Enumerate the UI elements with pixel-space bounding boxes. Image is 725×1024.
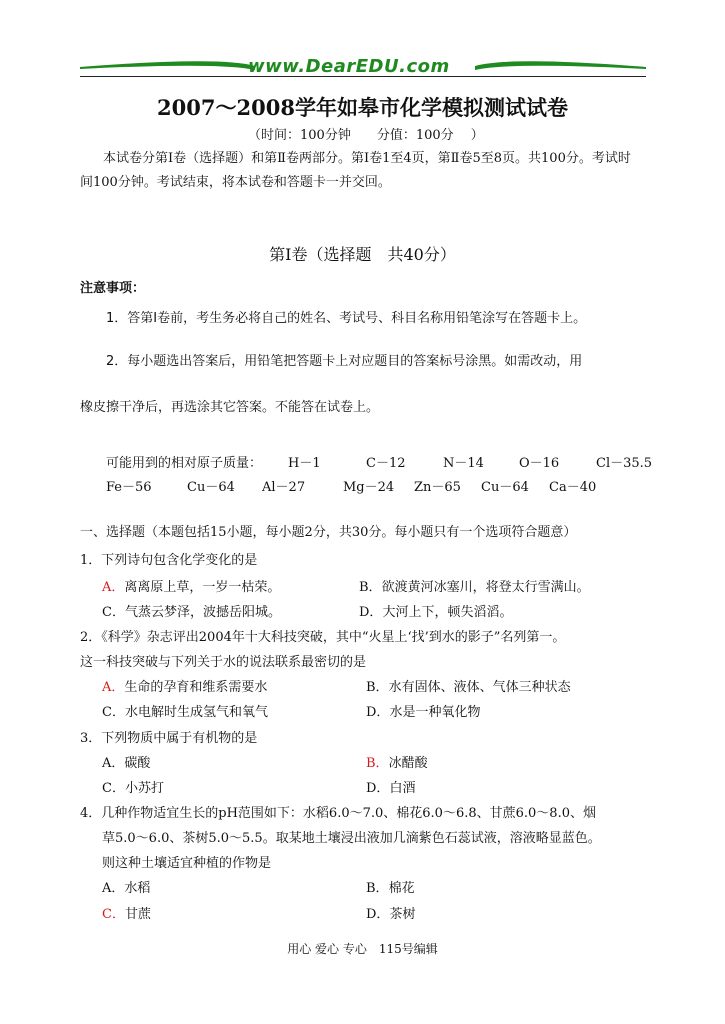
option-letter: B． — [359, 580, 382, 595]
note-2-line-2: 橡皮擦干净后，再选涂其它答案。不能答在试卷上。 — [80, 400, 380, 415]
atomic-mass-item: H－1 — [288, 456, 321, 471]
option-letter: A． — [102, 756, 125, 771]
option-text: 甘蔗 — [124, 907, 151, 922]
atomic-mass-item: Al－27 — [262, 480, 306, 495]
question-3-stem: 3．下列物质中属于有机物的是 — [80, 731, 258, 746]
q2-option-a — [102, 676, 267, 695]
q4-option-a — [102, 877, 150, 896]
q1-option-b — [359, 576, 590, 595]
q3-option-a — [102, 752, 150, 771]
option-text: 生命的孕育和维系需要水 — [124, 680, 268, 695]
option-text: 碳酸 — [124, 756, 151, 771]
answer-letter: B． — [366, 756, 389, 771]
option-text: 欲渡黄河冰塞川，将登太行雪满山。 — [381, 580, 590, 595]
question-4-stem-line-1: 4．几种作物适宜生长的pH范围如下：水稻6.0～7.0、棉花6.0～6.8、甘蔗6.0～8.0、烟 — [80, 806, 596, 821]
atomic-mass-item: Cl－35.5 — [596, 456, 653, 471]
q1-option-c — [102, 601, 281, 620]
site-logo: www.DearEDU.com — [248, 56, 450, 77]
question-2-stem-line-2: 这一科技突破与下列关于水的说法联系最密切的是 — [80, 655, 367, 670]
part1-heading: 一、选择题（本题包括15小题，每小题2分，共30分。每小题只有一个选项符合题意） — [80, 525, 577, 540]
option-text: 气蒸云梦泽，波撼岳阳城。 — [124, 605, 281, 620]
exam-subtitle: （时间：100分钟 分值：100分 ） — [248, 128, 484, 143]
option-letter: D． — [366, 705, 390, 720]
option-text: 棉花 — [388, 881, 415, 896]
q1-option-a — [102, 576, 280, 595]
section-title: 第Ⅰ卷（选择题 共40分） — [269, 245, 456, 264]
atomic-mass-item: Fe－56 — [106, 480, 152, 495]
question-1-stem: 1．下列诗句包含化学变化的是 — [80, 553, 258, 568]
atomic-mass-item: N－14 — [443, 456, 484, 471]
option-text: 水是一种氧化物 — [389, 705, 481, 720]
option-letter: A． — [102, 881, 125, 896]
option-letter: C． — [102, 781, 125, 796]
option-letter: B． — [366, 680, 389, 695]
question-4-stem-line-2: 草5.0～6.0、茶树5.0～5.5。取某地土壤浸出液加几滴紫色石蕊试液，溶液略显蓝色。 — [102, 831, 601, 846]
atomic-mass-item: Mg－24 — [343, 480, 395, 495]
note-2-line-1: 2．每小题选出答案后，用铅笔把答题卡上对应题目的答案标号涂黑。如需改动，用 — [106, 354, 583, 369]
q2-option-c — [102, 701, 268, 720]
note-1: 1．答第Ⅰ卷前，考生务必将自己的姓名、考试号、科目名称用铅笔涂写在答题卡上。 — [106, 311, 587, 326]
q4-option-d — [366, 903, 415, 922]
q3-option-d — [366, 777, 415, 796]
q3-option-b — [366, 752, 428, 771]
option-text: 大河上下，顿失滔滔。 — [382, 605, 513, 620]
q4-option-c — [102, 903, 151, 922]
q2-option-d — [366, 701, 480, 720]
exam-title: 2007～2008学年如皋市化学模拟测试试卷 — [157, 95, 568, 120]
option-text: 冰醋酸 — [388, 756, 428, 771]
answer-letter: C． — [102, 907, 125, 922]
option-letter: C． — [102, 705, 125, 720]
atomic-mass-item: Cu－64 — [481, 480, 529, 495]
answer-letter: A． — [102, 680, 125, 695]
option-text: 离离原上草，一岁一枯荣。 — [124, 580, 281, 595]
option-letter: D． — [359, 605, 383, 620]
option-text: 水有固体、液体、气体三种状态 — [388, 680, 571, 695]
page-footer: 用心 爱心 专心 115号编辑 — [287, 942, 438, 956]
intro-line-2: 间100分钟。考试结束，将本试卷和答题卡一并交回。 — [80, 175, 391, 190]
option-text: 白酒 — [389, 781, 416, 796]
option-text: 小苏打 — [124, 781, 164, 796]
question-4-stem-line-3: 则这种土壤适宜种植的作物是 — [102, 856, 272, 871]
option-letter: D． — [366, 781, 390, 796]
q1-option-d — [359, 601, 512, 620]
atomic-mass-label: 可能用到的相对原子质量： — [106, 456, 263, 471]
option-letter: B． — [366, 881, 389, 896]
option-letter: C． — [102, 605, 125, 620]
atomic-mass-item: Ca－40 — [549, 480, 597, 495]
notes-heading: 注意事项： — [80, 281, 146, 296]
atomic-mass-item: O－16 — [519, 456, 560, 471]
option-text: 茶树 — [389, 907, 416, 922]
intro-line-1: 本试卷分第Ⅰ卷（选择题）和第Ⅱ卷两部分。第Ⅰ卷1至4页，第Ⅱ卷5至8页。共100分。考试时 — [103, 151, 631, 166]
atomic-mass-item: Cu－64 — [187, 480, 235, 495]
q4-option-b — [366, 877, 415, 896]
q2-option-b — [366, 676, 571, 695]
option-letter: D． — [366, 907, 390, 922]
question-2-stem-line-1: 2．《科学》杂志评出2004年十大科技突破，其中“火星上‘找’到水的影子”名列第一。 — [80, 630, 566, 645]
atomic-mass-item: Zn－65 — [414, 480, 461, 495]
option-text: 水稻 — [124, 881, 151, 896]
option-text: 水电解时生成氢气和氧气 — [124, 705, 268, 720]
answer-letter: A． — [102, 580, 125, 595]
atomic-mass-item: C－12 — [366, 456, 406, 471]
q3-option-c — [102, 777, 164, 796]
